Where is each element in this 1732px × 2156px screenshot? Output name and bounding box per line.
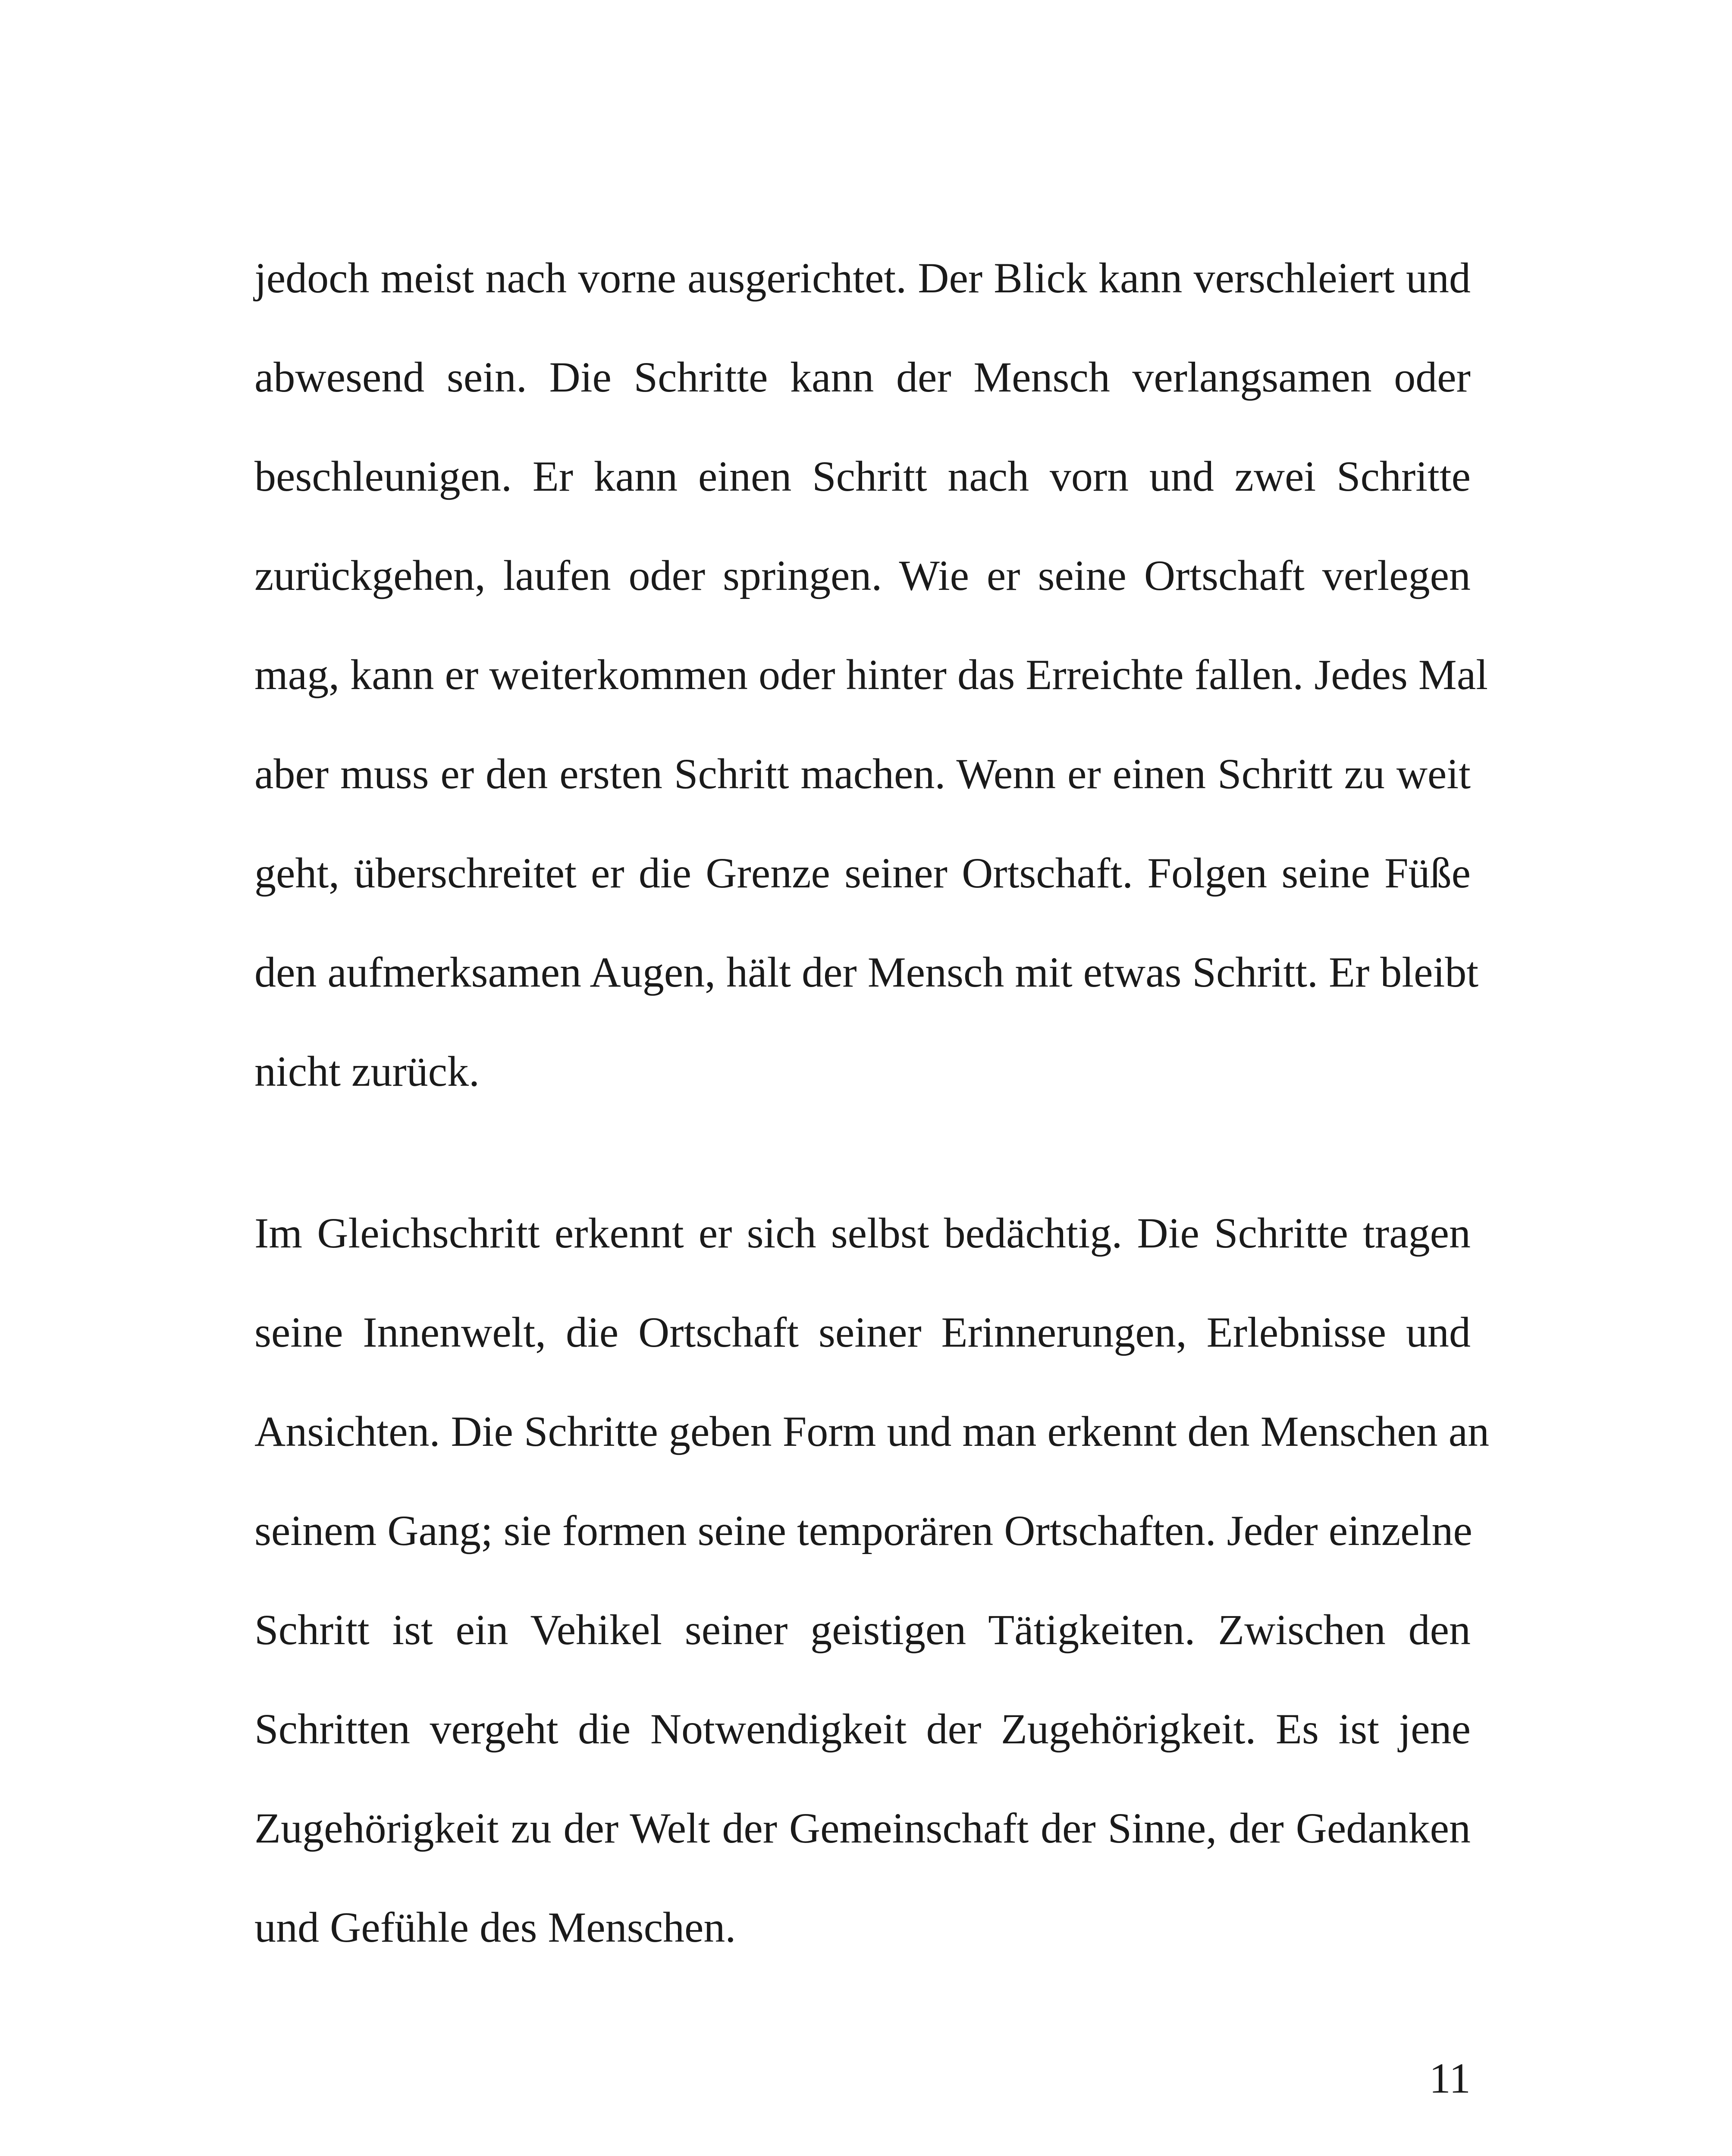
text-line: und Gefühle des Menschen. (254, 1903, 736, 1951)
text-line: zurückgehen, laufen oder springen. Wie er seine Ortschaft verlegen (254, 552, 1471, 599)
text-line: jedoch meist nach vorne ausgerichtet. Der Blick kann verschleiert und (254, 254, 1471, 302)
text-line: abwesend sein. Die Schritte kann der Mensch verlangsamen oder (254, 353, 1471, 401)
text-line: mag, kann er weiterkommen oder hinter das Erreichte fallen. Jedes Mal (254, 651, 1488, 699)
text-line: geht, überschreitet er die Grenze seiner Ortschaft. Folgen seine Füße (254, 849, 1471, 897)
text-line: seinem Gang; sie formen seine temporären Ortschaften. Jeder einzelne (254, 1507, 1472, 1554)
page-number: 11 (1429, 2054, 1471, 2102)
text-line: beschleunigen. Er kann einen Schritt nach vorn und zwei Schritte (254, 452, 1471, 500)
text-line: Schritt ist ein Vehikel seiner geistigen Tätigkeiten. Zwischen den (254, 1606, 1471, 1654)
text-line: den aufmerksamen Augen, hält der Mensch mit etwas Schritt. Er bleibt (254, 948, 1479, 996)
text-line: Schritten vergeht die Notwendigkeit der Zugehörigkeit. Es ist jene (254, 1705, 1471, 1753)
text-line: seine Innenwelt, die Ortschaft seiner Erinnerungen, Erlebnisse und (254, 1308, 1471, 1356)
text-line: Ansichten. Die Schritte geben Form und man erkennt den Menschen an (254, 1407, 1490, 1455)
text-line: aber muss er den ersten Schritt machen. Wenn er einen Schritt zu weit (254, 750, 1471, 798)
text-line: Zugehörigkeit zu der Welt der Gemeinschaft der Sinne, der Gedanken (254, 1804, 1471, 1852)
text-line: Im Gleichschritt erkennt er sich selbst bedächtig. Die Schritte tragen (254, 1209, 1471, 1257)
text-line: nicht zurück. (254, 1047, 480, 1095)
